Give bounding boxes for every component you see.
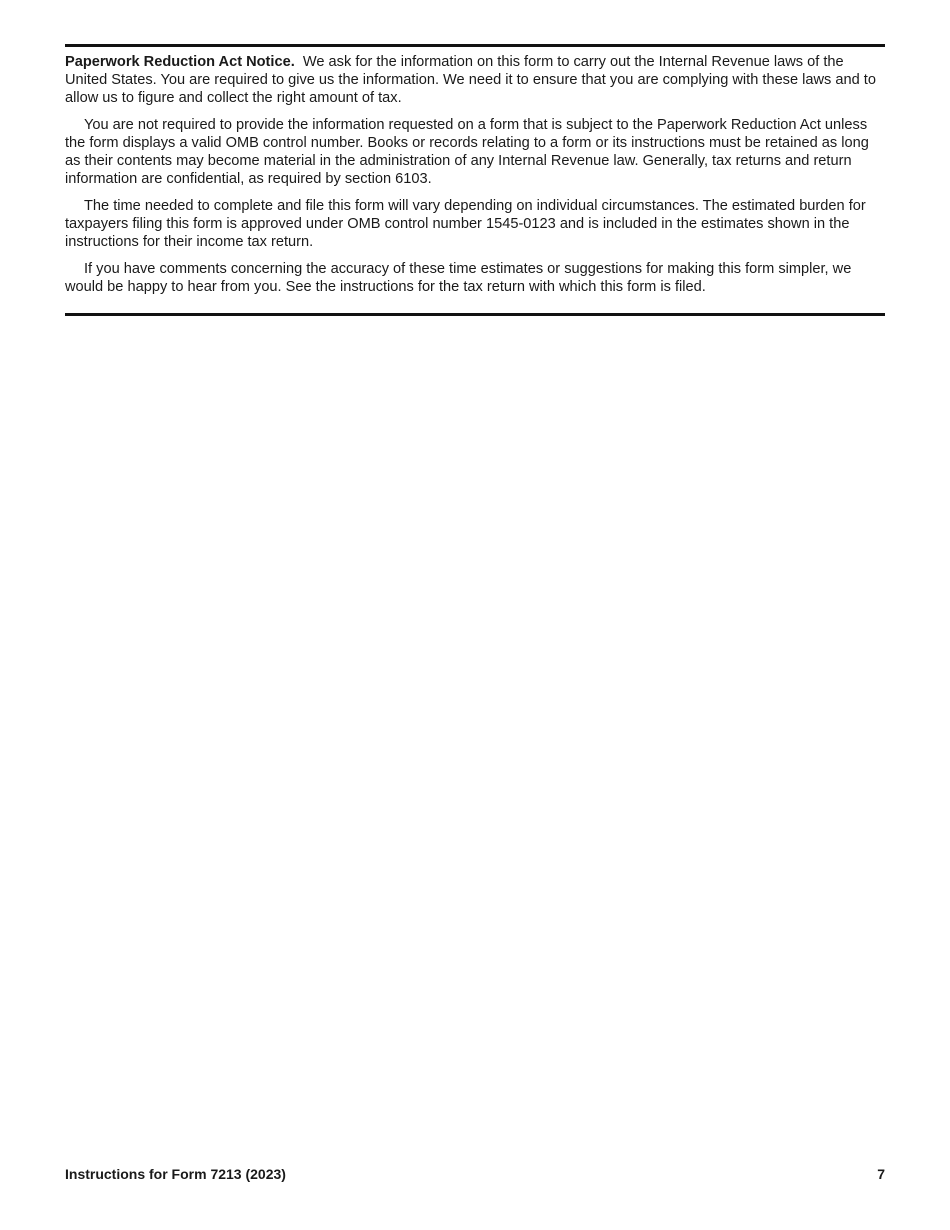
footer-form-title: Instructions for Form 7213 (2023) bbox=[65, 1166, 286, 1182]
page-footer bbox=[65, 1166, 885, 1186]
paperwork-reduction-act-notice bbox=[65, 44, 885, 316]
notice-title: Paperwork Reduction Act Notice. bbox=[65, 54, 295, 70]
page-number: 7 bbox=[877, 1166, 885, 1182]
notice-paragraph-2: You are not required to provide the information requested on a form that is subject to the Paperwork Reduction Act unless the form displays a valid OMB control number. Books or records relating to a form or its instructions must be retained as long as their contents may become material in the administration of any Internal Revenue law. Generally, tax returns and return information are confidential, as required by section 6103. bbox=[65, 117, 869, 187]
notice-paragraph-1 bbox=[65, 53, 885, 107]
notice-paragraph-4: If you have comments concerning the accuracy of these time estimates or suggestions for making this form simpler, we would be happy to hear from you. See the instructions for the tax return with which this form is filed. bbox=[65, 261, 852, 295]
notice-paragraph-1-text: We ask for the information on this form to carry out the Internal Revenue laws of the United States. You are required to give us the information. We need it to ensure that you are complying with these laws and to allow us to figure and collect the right amount of tax. bbox=[65, 54, 876, 106]
notice-paragraph-3: The time needed to complete and file this form will vary depending on individual circumstances. The estimated burden for taxpayers filing this form is approved under OMB control number 1545-0123 and is included in the estimates shown in the instructions for their income tax return. bbox=[65, 198, 866, 250]
